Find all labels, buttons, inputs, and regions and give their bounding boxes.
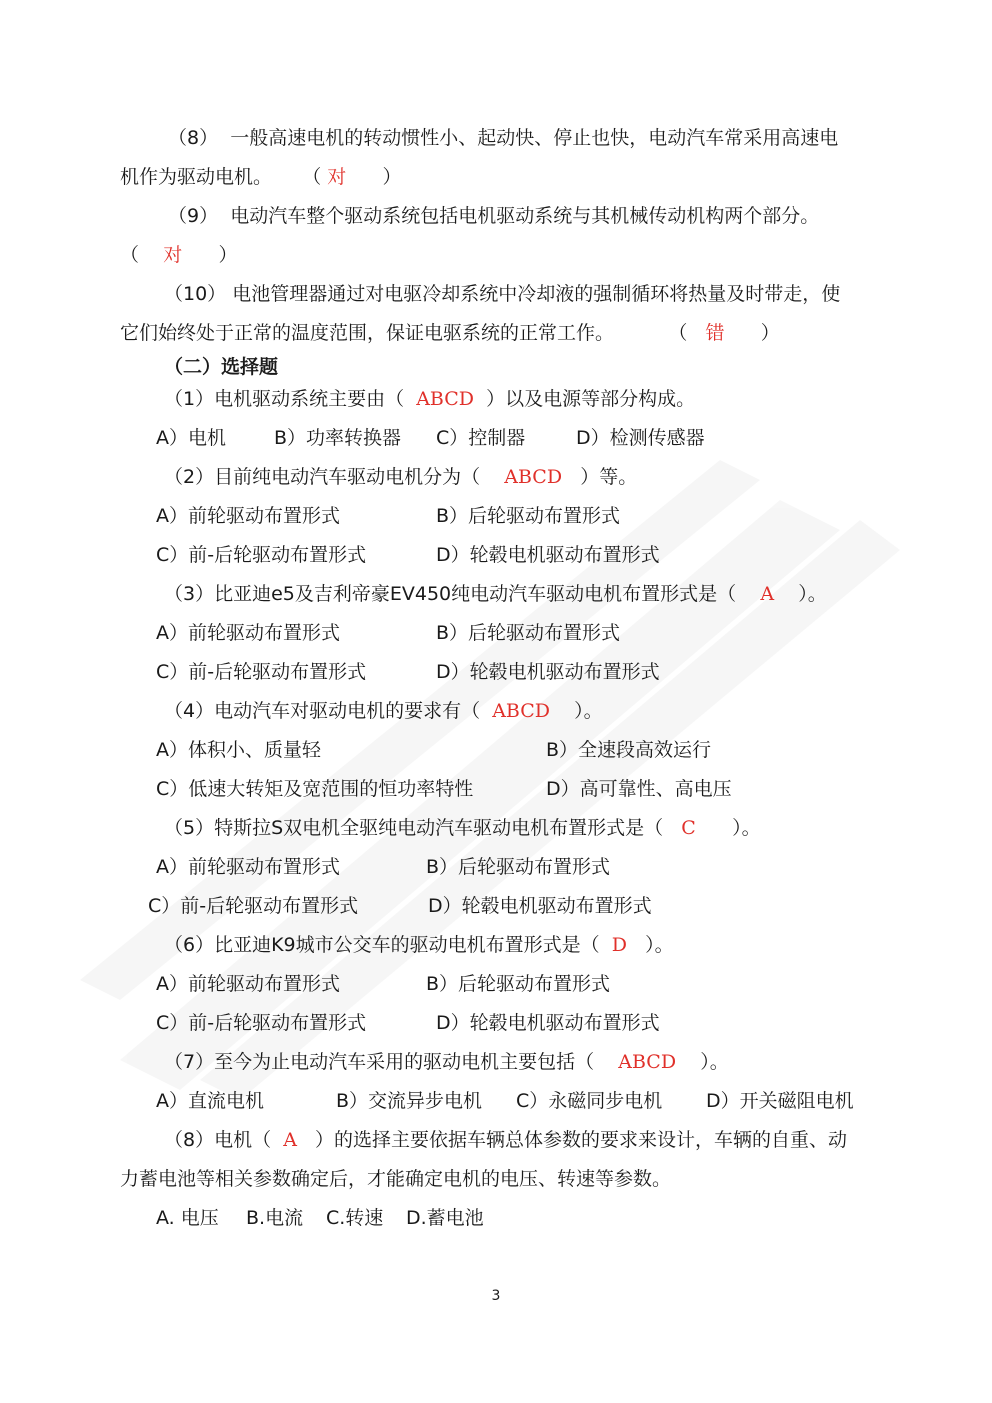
- choice-q5-option-c: C）前-后轮驱动布置形式: [148, 895, 359, 917]
- choice-q3-option-b: B）后轮驱动布置形式: [436, 622, 621, 644]
- answer-mark: 错: [705, 322, 725, 344]
- judgment-q9-line2: （ 对 ）: [120, 244, 238, 266]
- choice-q2-option-c: C）前-后轮驱动布置形式: [156, 544, 367, 566]
- choice-q8-option-d: D.蓄电池: [406, 1207, 484, 1229]
- answer-mark: D: [611, 934, 627, 956]
- choice-q8-stem: （8）电机（ A ）的选择主要依据车辆总体参数的要求来设计，车辆的自重、动: [164, 1129, 848, 1151]
- choice-q5-stem: （5）特斯拉S双电机全驱纯电动汽车驱动电机布置形式是（ C ）。: [164, 817, 761, 839]
- choice-q8-stem-line2: 力蓄电池等相关参数确定后，才能确定电机的电压、转速等参数。: [120, 1168, 672, 1190]
- choice-q7-option-c: C）永磁同步电机: [516, 1090, 663, 1112]
- answer-mark: ABCD: [492, 700, 550, 722]
- choice-q3-option-a: A）前轮驱动布置形式: [156, 622, 340, 644]
- judgment-q8-line2: 机作为驱动电机。 （ 对 ）: [120, 166, 402, 188]
- choice-q1-option-a: A）电机: [156, 427, 226, 449]
- choice-q2-stem: （2）目前纯电动汽车驱动电机分为（ ABCD ）等。: [164, 466, 638, 488]
- choice-q7-option-b: B）交流异步电机: [336, 1090, 483, 1112]
- choice-q2-option-b: B）后轮驱动布置形式: [436, 505, 621, 527]
- answer-mark: A: [283, 1129, 297, 1151]
- choice-q8-option-c: C.转速: [326, 1207, 384, 1229]
- choice-q3-option-d: D）轮毂电机驱动布置形式: [436, 661, 660, 683]
- choice-q6-option-b: B）后轮驱动布置形式: [426, 973, 611, 995]
- answer-mark: A: [760, 583, 775, 605]
- answer-mark: ABCD: [416, 388, 474, 410]
- choice-q5-option-d: D）轮毂电机驱动布置形式: [428, 895, 652, 917]
- choice-q4-option-a: A）体积小、质量轻: [156, 739, 321, 761]
- answer-mark: ABCD: [618, 1051, 677, 1073]
- judgment-q10-line1: （10） 电池管理器通过对电驱冷却系统中冷却液的强制循环将热量及时带走，使: [164, 283, 841, 305]
- choice-q3-stem: （3）比亚迪e5及吉利帝豪EV450纯电动汽车驱动电机布置形式是（ A ）。: [164, 583, 827, 605]
- choice-q2-option-d: D）轮毂电机驱动布置形式: [436, 544, 660, 566]
- page-number: 3: [491, 1288, 501, 1304]
- choice-q7-option-d: D）开关磁阻电机: [706, 1090, 854, 1112]
- choice-q4-stem: （4）电动汽车对驱动电机的要求有（ ABCD ）。: [164, 700, 603, 722]
- choice-q5-option-a: A）前轮驱动布置形式: [156, 856, 340, 878]
- choice-q4-option-b: B）全速段高效运行: [546, 739, 712, 761]
- choice-q1-stem: （1）电机驱动系统主要由（ ABCD ）以及电源等部分构成。: [164, 388, 696, 410]
- choice-q5-option-b: B）后轮驱动布置形式: [426, 856, 611, 878]
- choice-q2-option-a: A）前轮驱动布置形式: [156, 505, 340, 527]
- choice-q8-option-b: B.电流: [246, 1207, 304, 1229]
- choice-q7-stem: （7）至今为止电动汽车采用的驱动电机主要包括（ ABCD ）。: [164, 1051, 729, 1073]
- choice-q4-option-c: C）低速大转矩及宽范围的恒功率特性: [156, 778, 474, 800]
- choice-q4-option-d: D）高可靠性、高电压: [546, 778, 732, 800]
- choice-q7-option-a: A）直流电机: [156, 1090, 264, 1112]
- answer-mark: 对: [163, 244, 183, 266]
- choice-q3-option-c: C）前-后轮驱动布置形式: [156, 661, 367, 683]
- section-title: （二）选择题: [164, 356, 279, 378]
- choice-q1-option-c: C）控制器: [436, 427, 526, 449]
- choice-q1-option-d: D）检测传感器: [576, 427, 705, 449]
- choice-q8-option-a: A. 电压: [156, 1207, 219, 1229]
- choice-q6-stem: （6）比亚迪K9城市公交车的驱动电机布置形式是（ D ）。: [164, 934, 674, 956]
- choice-q6-option-c: C）前-后轮驱动布置形式: [156, 1012, 367, 1034]
- choice-q6-option-d: D）轮毂电机驱动布置形式: [436, 1012, 660, 1034]
- choice-q1-option-b: B）功率转换器: [274, 427, 402, 449]
- answer-mark: ABCD: [504, 466, 563, 488]
- judgment-q8-line1: （8） 一般高速电机的转动惯性小、起动快、停止也快，电动汽车常采用高速电: [168, 127, 839, 149]
- choice-q6-option-a: A）前轮驱动布置形式: [156, 973, 340, 995]
- judgment-q10-line2: 它们始终处于正常的温度范围，保证电驱系统的正常工作。 （ 错 ）: [120, 322, 780, 344]
- answer-mark: 对: [327, 166, 347, 188]
- answer-mark: C: [681, 817, 696, 839]
- judgment-q9-line1: （9） 电动汽车整个驱动系统包括电机驱动系统与其机械传动机构两个部分。: [168, 205, 820, 227]
